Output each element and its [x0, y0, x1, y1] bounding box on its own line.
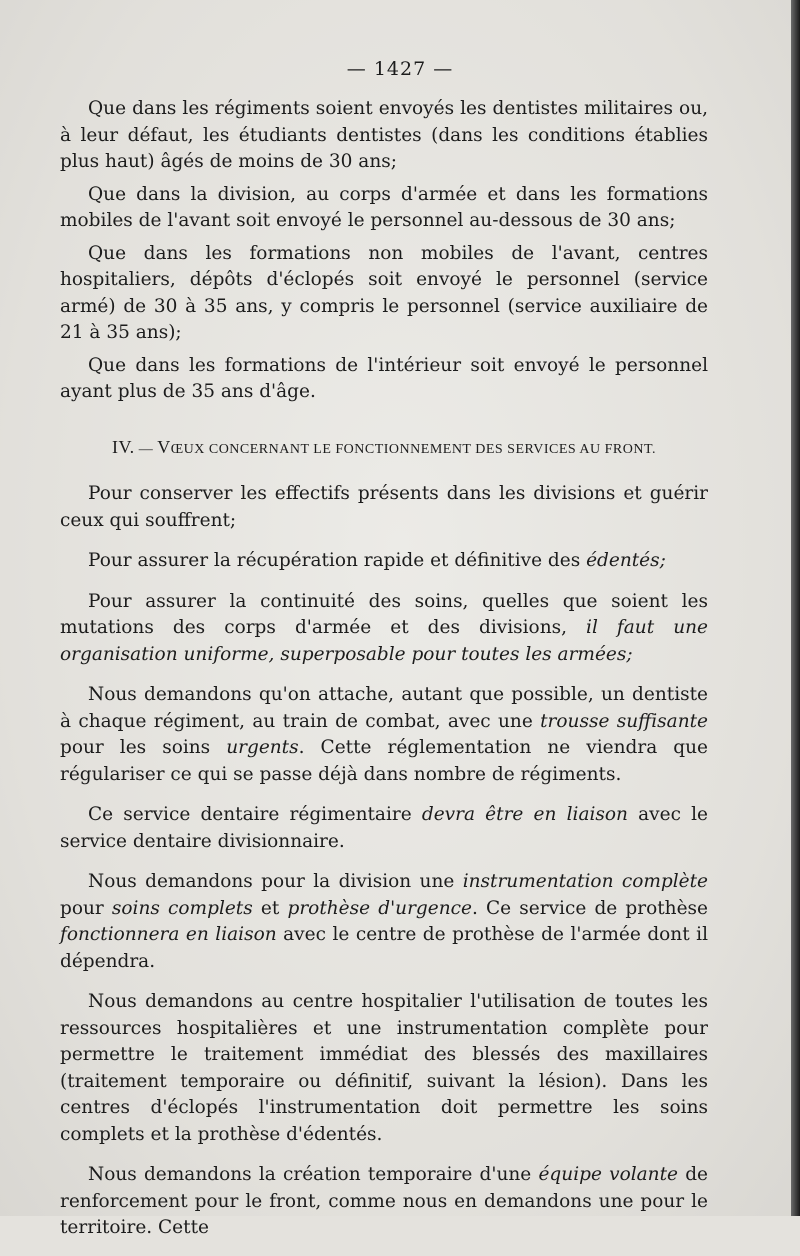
section-dash: — — [138, 441, 154, 457]
text-run: avec le service dentaire divisionnaire. — [60, 804, 709, 852]
text-run: pour les soins — [60, 737, 227, 758]
paragraph-centre-hospitalier: Nous demandons au centre hospitalier l'utilisation de toutes les ressources hospitalières et une instrumentation complète pour permettre le traitement immédiat des blessés des maxillaires (traitement temporaire ou définitif, suivant la lésion). Dans les centres d'éclopés l'instrumentation doit permettre les soins complets et la prothèse d'édentés. — [60, 991, 708, 1145]
text-run: et — [252, 897, 288, 919]
emphasis-run: fonctionnera en liaison — [60, 924, 277, 945]
section-number: IV. — [112, 436, 135, 457]
emphasis-run: soins complets — [111, 897, 253, 919]
text-run: Nous demandons pour la division une — [88, 871, 463, 892]
text-run: Pour assurer la continuité des soins, quelles que soient les mutations des corps d'armée et des divisions, — [60, 590, 708, 638]
text-run: Ce service dentaire régimentaire — [88, 804, 422, 825]
paragraph-liaison — [60, 802, 708, 855]
text-run: Nous demandons qu'on attache, autant que possible, un dentiste à chaque régiment, au train de combat, avec une — [60, 684, 708, 732]
text-run: . Ce service de prothèse — [471, 897, 708, 919]
paragraph-division-instrumentation — [60, 869, 708, 975]
text-run: avec le centre de prothèse de l'armée dont il dépendra. — [60, 924, 708, 972]
emphasis-run: équipe volante — [538, 1164, 678, 1185]
paragraph-regiments: Que dans les régiments soient envoyés les dentistes militaires ou, à leur défaut, les étudiants dentistes (dans les conditions établies plus haut) âgés de moins de 30 ans; — [60, 98, 708, 172]
section-title: ŒUX CONCERNANT LE FONCTIONNEMENT DES SERVICES AU FRONT. — [170, 441, 656, 457]
paragraph-interior: Que dans les formations de l'intérieur soit envoyé le personnel ayant plus de 35 ans d'âge. — [60, 354, 708, 402]
paragraph-equipe-volante — [60, 1162, 708, 1242]
page-number: — 1427 — — [346, 58, 454, 80]
emphasis-run: urgents — [226, 737, 299, 758]
text-run: pour — [60, 897, 112, 919]
emphasis-run: instrumentation complète — [462, 871, 708, 892]
paragraph-non-mobile: Que dans les formations non mobiles de l'avant, centres hospitaliers, dépôts d'éclopés soit envoyé le personnel (service armé) de 30 à 35 ans, y compris le personnel (service auxiliaire de 21 à 35 ans); — [60, 242, 708, 343]
emphasis-run: prothèse d'urgence — [287, 897, 472, 919]
emphasis-run: édentés; — [586, 550, 666, 571]
text-run: Pour assurer la récupération rapide et définitive des — [88, 550, 587, 571]
paragraph-division: Que dans la division, au corps d'armée et dans les formations mobiles de l'avant soit envoyé le personnel au-dessous de 30 ans; — [60, 183, 708, 231]
paragraph-conserver: Pour conserver les effectifs présents dans les divisions et guérir ceux qui souffrent; — [60, 483, 708, 531]
body-text — [60, 96, 708, 1256]
text-run: Nous demandons la création temporaire d'une — [88, 1164, 539, 1185]
paragraph-continuite — [60, 589, 708, 669]
emphasis-run: trousse suffisante — [540, 710, 708, 732]
text-run: . Cette réglementation ne viendra que régulariser ce qui se passe déjà dans nombre de régiments. — [60, 737, 708, 785]
text-run: de renforcement pour le front, comme nous en demandons une pour le territoire. Cette — [60, 1164, 708, 1238]
paragraph-dentiste-regiment — [60, 682, 708, 788]
page-edge-shadow — [791, 0, 800, 1216]
paragraph-recuperation — [60, 548, 708, 575]
section-heading — [60, 434, 708, 464]
emphasis-run: devra être en liaison — [421, 804, 628, 825]
section-initial: V — [157, 436, 171, 457]
emphasis-run: il faut une organisation uniforme, superposable pour toutes les armées; — [60, 617, 708, 665]
